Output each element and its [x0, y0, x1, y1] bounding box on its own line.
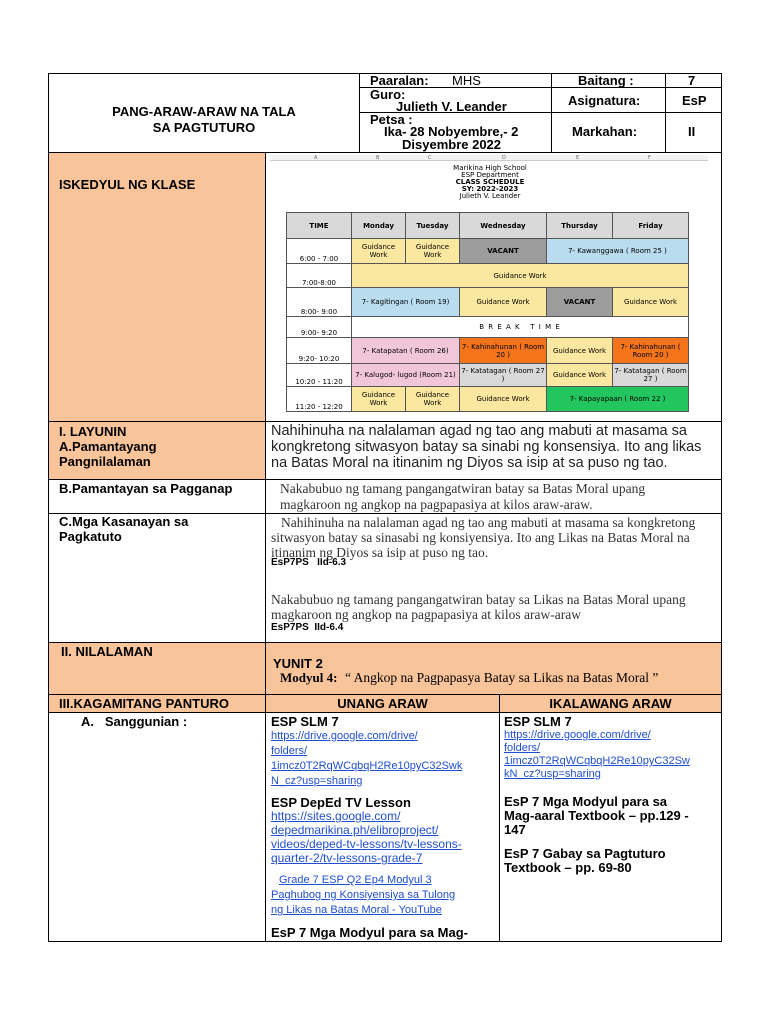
- slot-thu-fri-1: 7- Kawanggawa ( Room 25 ): [546, 238, 689, 264]
- day2-resources-cell: [499, 712, 722, 942]
- day1-youtube-link-line-1[interactable]: Grade 7 ESP Q2 Ep4 Modyul 3: [279, 874, 432, 886]
- paaralan-value: MHS: [452, 73, 481, 88]
- kasanayan-code-1: EsP7PS IId-6.3: [271, 557, 347, 568]
- slot-thu-6: Guidance Work: [546, 363, 613, 387]
- day2-slm-link-line-2[interactable]: folders/: [504, 742, 541, 754]
- kagamitan-label: III.KAGAMITANG PANTURO: [59, 696, 229, 711]
- schedule-header-wednesday: Wednesday: [459, 212, 547, 239]
- day1-slm-link-line-4[interactable]: N_cz?usp=sharing: [271, 775, 363, 787]
- schedule-sy: SY: 2022-2023: [461, 185, 519, 193]
- col-letter-d: D: [502, 155, 506, 161]
- slot-fri-3: Guidance Work: [612, 287, 689, 317]
- guro-label: Guro:: [370, 87, 406, 102]
- slot-all-2: Guidance Work: [351, 263, 689, 288]
- sanggunian-label: A. Sanggunian :: [81, 714, 188, 729]
- time-slot-4: 9:00- 9:20: [286, 316, 352, 338]
- time-slot-2: 7:00-8:00: [286, 263, 352, 288]
- time-slot-6: 10:20 - 11:20: [286, 363, 352, 387]
- day1-youtube-link-line-2[interactable]: Paghubog ng Konsiyensiya sa Tulong: [271, 889, 456, 901]
- sanggunian-label-cell: [48, 712, 266, 942]
- kasanayan-label: [59, 514, 188, 544]
- kasanayan-text-cell: [265, 513, 722, 643]
- slot-mon-tue-3: 7- Kagitingan ( Room 19): [351, 287, 460, 317]
- ikalawang-araw-header: IKALAWANG ARAW: [549, 696, 672, 711]
- petsa-line-2: Disyembre 2022: [402, 137, 502, 152]
- col-letter-b: B: [376, 155, 380, 161]
- layunin-label: [59, 424, 157, 469]
- day2-modyul-line-2: Mag-aaral Textbook – pp.129 -: [504, 808, 689, 823]
- slot-wed-5: 7- Kahinahunan ( Room 20 ): [459, 337, 547, 364]
- day1-tv-link-line-1[interactable]: https://sites.google.com/: [271, 809, 401, 823]
- day2-slm-title: ESP SLM 7: [504, 714, 572, 729]
- guro-value: Julieth V. Leander: [396, 99, 507, 114]
- baitang-label: Baitang :: [578, 73, 634, 88]
- layunin-label-3: Pangnilalaman: [59, 454, 151, 469]
- day1-slm-link-line-2[interactable]: folders/: [271, 745, 308, 757]
- document-title-cell: [48, 73, 360, 153]
- slot-thu-5: Guidance Work: [546, 337, 613, 364]
- day2-modyul-line-1: EsP 7 Mga Modyul para sa: [504, 794, 668, 809]
- class-schedule-image: [270, 155, 708, 421]
- day2-slm-link-line-1[interactable]: https://drive.google.com/drive/: [504, 729, 651, 741]
- unang-araw-header: UNANG ARAW: [337, 696, 428, 711]
- nilalaman-label: II. NILALAMAN: [61, 644, 153, 659]
- nilalaman-modyul-label: Modyul 4:: [280, 670, 338, 685]
- pagganap-text-cell: [265, 479, 722, 514]
- asignatura-label-cell: [551, 87, 666, 113]
- baitang-value-cell: [665, 73, 722, 88]
- col-letter-e: E: [576, 155, 580, 161]
- day1-slm-title: ESP SLM 7: [271, 714, 339, 729]
- petsa-line-1: Ika- 28 Nobyembre,- 2: [384, 124, 519, 139]
- pagganap-label: B.Pamantayan sa Pagganap: [59, 481, 233, 496]
- day2-slm-link-line-4[interactable]: kN_cz?usp=sharing: [504, 768, 601, 780]
- day2-slm-link[interactable]: [504, 729, 690, 781]
- slot-mon-tue-5: 7- Katapatan ( Room 26): [351, 337, 460, 364]
- schedule-teacher: Julieth V. Leander: [459, 192, 521, 200]
- schedule-header-friday: Friday: [612, 212, 689, 239]
- day2-gabay-line-1: EsP 7 Gabay sa Pagtuturo: [504, 846, 666, 861]
- markahan-value: II: [688, 124, 696, 139]
- slot-wed-6: 7- Katatagan ( Room 27 ): [459, 363, 547, 387]
- day1-resources-cell: [265, 712, 500, 942]
- day1-youtube-link-line-3[interactable]: ng Likas na Batas Moral - YouTube: [271, 904, 442, 916]
- kasanayan-text-1: Nahihinuha na nalalaman agad ng tao ang mabuti at masama sa kongkretong sitwasyon batay sa sinasabi ng konsiyensiya. Ito ang Likas na Batas Moral na itinanim ng Diyos sa isip at puso ng tao.: [271, 515, 696, 560]
- day1-tv-link[interactable]: [271, 809, 462, 865]
- day1-slm-link-line-3[interactable]: 1imcz0T2RqWCqbqH2Re10pyC32Swk: [271, 760, 463, 772]
- iskedyul-image-cell: [265, 152, 722, 422]
- paaralan-cell: [359, 73, 552, 88]
- layunin-label-2: A.Pamantayang: [59, 439, 157, 454]
- nilalaman-modyul-text: “ Angkop na Pagpapasya Batay sa Likas na Batas Moral ”: [345, 670, 659, 685]
- title-line-2: SA PAGTUTURO: [152, 120, 256, 135]
- markahan-label: Markahan:: [572, 124, 638, 139]
- nilalaman-yunit: YUNIT 2: [273, 656, 323, 671]
- day2-gabay-textbook: [504, 847, 666, 875]
- slot-wed-7: Guidance Work: [459, 386, 547, 412]
- time-slot-3: 8:00- 9:00: [286, 287, 352, 317]
- day2-modyul-line-3: 147: [504, 822, 526, 837]
- slot-tue-7: Guidance Work: [405, 386, 460, 412]
- slot-tue-1: Guidance Work: [405, 238, 460, 264]
- schedule-dept: ESP Department: [461, 171, 519, 179]
- guro-cell: [359, 87, 552, 113]
- slot-mon-1: Guidance Work: [351, 238, 406, 264]
- paaralan-label: Paaralan:: [370, 73, 429, 88]
- day2-slm-link-line-3[interactable]: 1imcz0T2RqWCqbqH2Re10pyC32Sw: [504, 755, 690, 767]
- day1-tv-link-line-2[interactable]: depedmarikina.ph/elibroproject/: [271, 823, 439, 837]
- ikalawang-araw-header-cell: [499, 694, 722, 713]
- petsa-label: Petsa :: [370, 112, 413, 127]
- day1-tv-link-line-3[interactable]: videos/deped-tv-lessons/tv-lessons-: [271, 837, 462, 851]
- slot-mon-7: Guidance Work: [351, 386, 406, 412]
- time-slot-1: 6:00 - 7:00: [286, 238, 352, 264]
- schedule-header-monday: Monday: [351, 212, 406, 239]
- time-slot-7: 11:20 - 12:20: [286, 386, 352, 412]
- slot-wed-1: VACANT: [459, 238, 547, 264]
- kasanayan-text-2: Nakabubuo ng tamang pangangatwiran batay sa Likas na Batas Moral upang magkaroon ng angkop na pagpapasiya at kilos araw-araw: [271, 592, 686, 622]
- asignatura-label: Asignatura:: [568, 93, 641, 108]
- iskedyul-label-cell: [48, 152, 266, 422]
- slot-fri-5: 7- Kahinahunan ( Room 20 ): [612, 337, 689, 364]
- title-line-1: PANG-ARAW-ARAW NA TALA: [112, 104, 296, 119]
- slot-wed-3: Guidance Work: [459, 287, 547, 317]
- layunin-text: Nahihinuha na nalalaman agad ng tao ang mabuti at masama sa kongkretong sitwasyon batay sa sinabi ng konsensiya. Ito ang likas na Batas Moral na itinanim ng Diyos sa isip at sa puso ng tao.: [271, 423, 702, 471]
- day2-gabay-line-2: Textbook – pp. 69-80: [504, 860, 632, 875]
- document-title: [49, 104, 359, 136]
- day1-modyul-title: EsP 7 Mga Modyul para sa Mag-: [271, 925, 468, 940]
- col-letter-c: C: [428, 155, 432, 161]
- asignatura-value-cell: [665, 87, 722, 113]
- time-slot-5: 9:20- 10:20: [286, 337, 352, 364]
- slot-thu-fri-7: 7- Kapayapaan ( Room 22 ): [546, 386, 689, 412]
- markahan-value-cell: [665, 112, 722, 153]
- slot-mon-tue-6: 7- Kalugod- lugod (Room 21): [351, 363, 460, 387]
- slot-fri-6: 7- Katatagan ( Room 27 ): [612, 363, 689, 387]
- pagganap-label-cell: [48, 479, 266, 514]
- baitang-value: 7: [688, 73, 696, 88]
- kagamitan-label-cell: [48, 694, 266, 713]
- nilalaman-label-cell: [48, 642, 266, 695]
- day1-tv-link-line-4[interactable]: quarter-2/tv-lessons-grade-7: [271, 851, 423, 865]
- slot-thu-3: VACANT: [546, 287, 613, 317]
- col-letter-a: A: [314, 155, 318, 161]
- nilalaman-text-cell: [265, 642, 722, 695]
- layunin-label-cell: [48, 421, 266, 480]
- petsa-cell: [359, 112, 552, 153]
- schedule-header-time: TIME: [286, 212, 352, 239]
- day1-slm-link-line-1[interactable]: https://drive.google.com/drive/: [271, 730, 418, 742]
- spreadsheet-column-header: [270, 155, 708, 161]
- col-letter-f: F: [648, 155, 651, 161]
- day2-modyul-textbook: [504, 795, 689, 837]
- markahan-label-cell: [551, 112, 666, 153]
- layunin-text-cell: [265, 421, 722, 480]
- schedule-header-thursday: Thursday: [546, 212, 613, 239]
- layunin-label-1: I. LAYUNIN: [59, 424, 127, 439]
- unang-araw-header-cell: [265, 694, 500, 713]
- schedule-school: Marikina High School: [453, 164, 527, 172]
- schedule-header-tuesday: Tuesday: [405, 212, 460, 239]
- baitang-label-cell: [551, 73, 666, 88]
- asignatura-value: EsP: [682, 93, 707, 108]
- kasanayan-label-2: Pagkatuto: [59, 529, 122, 544]
- iskedyul-label: ISKEDYUL NG KLASE: [59, 177, 196, 192]
- schedule-title: CLASS SCHEDULE: [455, 178, 525, 186]
- slot-break: B R E A K T I M E: [351, 316, 689, 338]
- schedule-heading: [290, 165, 690, 200]
- kasanayan-label-cell: [48, 513, 266, 643]
- kasanayan-label-1: C.Mga Kasanayan sa: [59, 514, 189, 529]
- day1-slm-link[interactable]: [271, 729, 462, 789]
- kasanayan-code-2: EsP7PS IId-6.4: [271, 622, 344, 633]
- day1-youtube-link[interactable]: [271, 873, 455, 918]
- day1-tv-title: ESP DepEd TV Lesson: [271, 795, 411, 810]
- pagganap-text: Nakabubuo ng tamang pangangatwiran batay sa Batas Moral upang magkaroon ng angkop na pagpapasiya at kilos araw-araw.: [280, 481, 646, 512]
